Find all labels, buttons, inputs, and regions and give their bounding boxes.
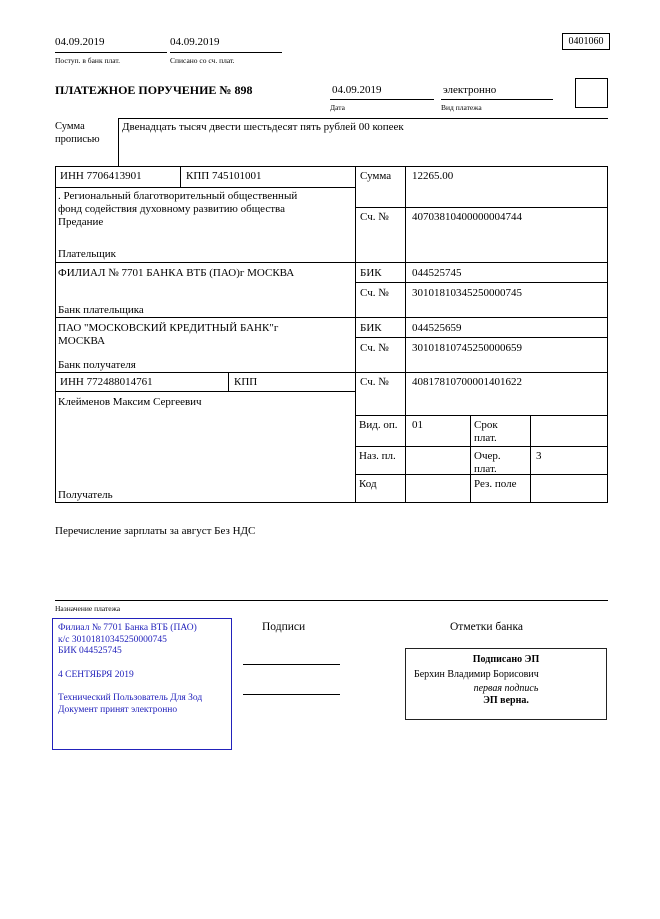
payee-bank-account-label: Сч. № xyxy=(360,342,389,354)
payer-bank-bik-border xyxy=(355,282,608,283)
payer-section-label: Плательщик xyxy=(58,248,116,260)
signatures-heading: Подписи xyxy=(262,621,306,633)
payer-bank-account: 30101810345250000745 xyxy=(412,287,522,299)
status-code-box xyxy=(575,78,608,108)
received-date-underline xyxy=(55,52,167,53)
kod-label: Код xyxy=(359,478,377,490)
grid-row-border-1 xyxy=(355,446,608,447)
payee-account-label: Сч. № xyxy=(360,376,389,388)
purpose-label: Назначение платежа xyxy=(55,604,121,613)
vid-op-label: Вид. оп. xyxy=(359,419,398,431)
purpose-underline xyxy=(55,600,608,601)
ocher-plat-value: 3 xyxy=(536,450,542,462)
inn-kpp-divider xyxy=(180,166,181,187)
stamp-operator: Технический Пользователь Для Зод xyxy=(58,693,203,703)
amount-words-value: Двенадцать тысяч двести шестьдесят пять рублей 00 копеек xyxy=(122,121,404,133)
payee-inn: ИНН 772488014761 xyxy=(60,376,153,388)
payer-kpp: КПП 745101001 xyxy=(186,170,262,182)
payee-bank-bik-label: БИК xyxy=(360,322,382,334)
payer-bank-section-border xyxy=(55,317,608,318)
document-date-value: 04.09.2019 xyxy=(332,84,382,96)
grid-divider-2 xyxy=(530,415,531,502)
vid-op-value: 01 xyxy=(412,419,423,431)
debited-date-value: 04.09.2019 xyxy=(170,36,220,48)
payment-stamp-box xyxy=(52,618,232,750)
stamp-corr-account: к/с 30101810345250000745 xyxy=(58,634,167,645)
stamp-accepted: Документ принят электронно xyxy=(58,704,178,715)
table-border-bottom xyxy=(55,502,608,503)
payee-section-label: Получатель xyxy=(58,489,113,501)
srok-plat-label: Срок плат. xyxy=(474,419,498,444)
rez-pole-label: Рез. поле xyxy=(474,478,517,490)
signature-stamp-verified: ЭП верна. xyxy=(483,695,529,706)
amount-words-border-top xyxy=(118,118,608,119)
payee-bank-section-label: Банк получателя xyxy=(58,359,136,371)
payment-type-underline xyxy=(441,99,553,100)
payer-section-border xyxy=(55,262,608,263)
sum-value: 12265.00 xyxy=(412,170,454,182)
payer-bank-bik-label: БИК xyxy=(360,267,382,279)
signature-line-2 xyxy=(243,694,340,695)
signature-stamp-name: Берхин Владимир Борисович xyxy=(414,669,539,680)
naz-pl-label: Наз. пл. xyxy=(359,450,396,462)
grid-divider-1 xyxy=(470,415,471,502)
payee-name: Клейменов Максим Сергеевич xyxy=(58,396,202,408)
document-date-underline xyxy=(330,99,434,100)
bank-marks-heading: Отметки банка xyxy=(450,621,523,633)
payer-bank-bik: 044525745 xyxy=(412,267,462,279)
signature-stamp-subtitle: первая подпись xyxy=(473,683,539,694)
signature-line-1 xyxy=(243,664,340,665)
payee-bank-bik: 044525659 xyxy=(412,322,462,334)
payee-bank-bik-border xyxy=(355,337,608,338)
payee-bank-account: 30101810745250000659 xyxy=(412,342,522,354)
received-date-value: 04.09.2019 xyxy=(55,36,105,48)
amount-words-border-left xyxy=(118,118,119,166)
payer-account-label: Сч. № xyxy=(360,211,389,223)
payer-name: . Региональный благотворительный общественный фонд содействия духовному развитию общества Предание xyxy=(58,190,298,228)
table-border-right xyxy=(607,166,608,502)
table-divider-values xyxy=(405,166,406,502)
table-border-left xyxy=(55,166,56,502)
payer-account: 40703810400000004744 xyxy=(412,211,522,223)
amount-words-label: Сумма прописью xyxy=(55,121,100,145)
payee-bank-name: ПАО "МОСКОВСКИЙ КРЕДИТНЫЙ БАНК"г МОСКВА xyxy=(58,322,279,347)
payer-bank-account-label: Сч. № xyxy=(360,287,389,299)
inn-row-border xyxy=(55,187,356,188)
received-date-label: Поступ. в банк плат. xyxy=(55,56,120,65)
payee-account: 40817810700001401622 xyxy=(412,376,522,388)
sum-row-border xyxy=(355,207,608,208)
payee-bank-section-border xyxy=(55,372,608,373)
stamp-date: 4 СЕНТЯБРЯ 2019 xyxy=(58,669,134,680)
payee-kpp-label: КПП xyxy=(234,376,258,388)
debited-date-underline xyxy=(170,52,282,53)
payee-inn-kpp-divider xyxy=(228,372,229,391)
document-date-label: Дата xyxy=(330,103,345,112)
payee-inn-row-border xyxy=(55,391,356,392)
payer-inn: ИНН 7706413901 xyxy=(60,170,142,182)
sum-label: Сумма xyxy=(360,170,392,182)
table-border-top xyxy=(55,166,608,167)
debited-date-label: Списано со сч. плат. xyxy=(170,56,235,65)
form-code-box: 0401060 xyxy=(562,33,610,50)
signature-stamp-title: Подписано ЭП xyxy=(472,654,540,665)
stamp-bik: БИК 044525745 xyxy=(58,646,122,656)
table-divider-middle xyxy=(355,166,356,502)
document-title: ПЛАТЕЖНОЕ ПОРУЧЕНИЕ № 898 xyxy=(55,83,253,97)
payment-type-value: электронно xyxy=(443,84,497,96)
payment-type-label: Вид платежа xyxy=(441,103,482,112)
payee-account-row-border xyxy=(355,415,608,416)
stamp-bank-name: Филиал № 7701 Банка ВТБ (ПАО) xyxy=(58,623,197,633)
payer-bank-section-label: Банк плательщика xyxy=(58,304,144,316)
ocher-plat-label: Очер. плат. xyxy=(474,450,501,475)
payer-bank-name: ФИЛИАЛ № 7701 БАНКА ВТБ (ПАО)г МОСКВА xyxy=(58,267,295,279)
signature-stamp-box xyxy=(405,648,607,720)
purpose-text: Перечисление зарплаты за август Без НДС xyxy=(55,525,256,537)
